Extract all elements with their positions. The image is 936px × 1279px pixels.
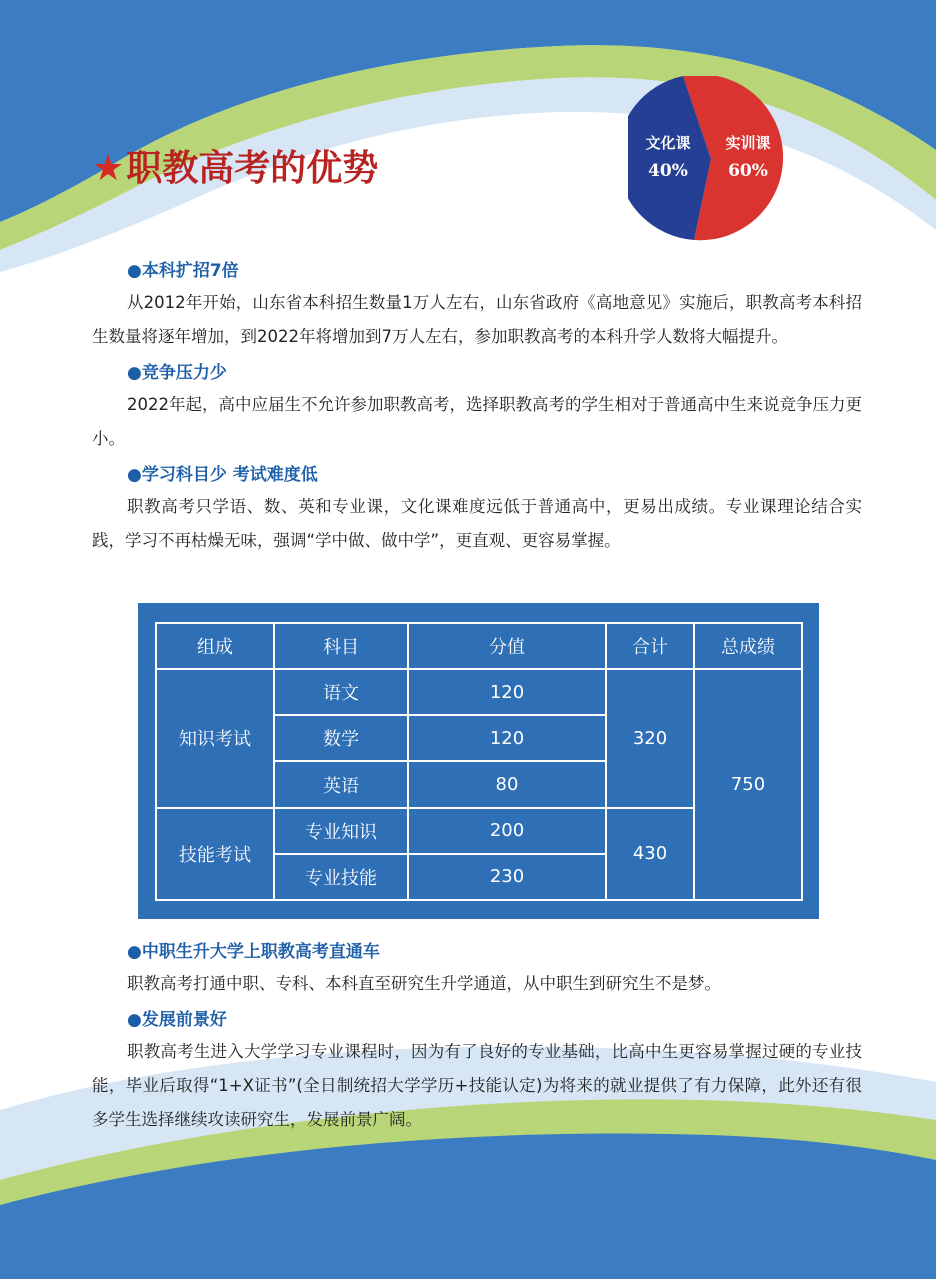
score-cell: 200 <box>408 808 606 854</box>
pie-label-practical: 实训课 <box>725 134 771 152</box>
subject-cell: 语文 <box>274 669 408 715</box>
section-heading: ●学习科目少 考试难度低 <box>127 465 318 485</box>
score-table <box>155 622 803 901</box>
score-cell: 230 <box>408 854 606 900</box>
score-cell: 120 <box>408 715 606 761</box>
table-header: 分值 <box>408 623 606 669</box>
table-header-row <box>156 623 802 669</box>
table-header: 总成绩 <box>694 623 802 669</box>
table-header: 组成 <box>156 623 274 669</box>
section-heading: ●竞争压力少 <box>127 363 227 383</box>
page-title-text: 职教高考的优势 <box>126 148 379 189</box>
main-content <box>92 256 862 562</box>
score-cell: 80 <box>408 761 606 807</box>
lower-content <box>92 937 862 1141</box>
section-body: 职教高考生进入大学学习专业课程时，因为有了良好的专业基础，比高中生更容易掌握过硬的专业技能，毕业后取得“1+X证书”(全日制统招大学学历+技能认定)为将来的就业提供了有力保障，此外还有很多学生选择继续攻读研究生，发展前景广阔。 <box>92 1042 862 1129</box>
score-cell: 120 <box>408 669 606 715</box>
table-header: 科目 <box>274 623 408 669</box>
section-body: 2022年起，高中应届生不允许参加职教高考，选择职教高考的学生相对于普通高中生来说竞争压力更小。 <box>92 395 862 448</box>
star-icon: ★ <box>92 148 125 189</box>
pie-value-culture: 40% <box>648 161 688 181</box>
group-knowledge-exam: 知识考试 <box>156 669 274 807</box>
group-skill-exam: 技能考试 <box>156 808 274 900</box>
section-heading: ●发展前景好 <box>127 1010 227 1030</box>
section-body: 从2012年开始，山东省本科招生数量1万人左右，山东省政府《高地意见》实施后，职教高考本科招生数量将逐年增加，到2022年将增加到7万人左右，参加职教高考的本科升学人数将大幅提升。 <box>92 293 862 346</box>
subtotal-skill: 430 <box>606 808 694 900</box>
pie-chart <box>628 76 794 242</box>
section-body: 职教高考只学语、数、英和专业课，文化课难度远低于普通高中，更易出成绩。专业课理论结合实践，学习不再枯燥无味，强调“学中做、做中学”，更直观、更容易掌握。 <box>92 497 862 550</box>
subject-cell: 数学 <box>274 715 408 761</box>
pie-label-culture: 文化课 <box>645 134 691 152</box>
subtotal-knowledge: 320 <box>606 669 694 807</box>
table-row <box>156 669 802 715</box>
section-heading: ●本科扩招7倍 <box>127 261 239 281</box>
subject-cell: 专业技能 <box>274 854 408 900</box>
score-table-panel <box>138 603 819 919</box>
subject-cell: 英语 <box>274 761 408 807</box>
grand-total: 750 <box>694 669 802 900</box>
table-header: 合计 <box>606 623 694 669</box>
pie-value-practical: 60% <box>728 161 768 181</box>
section-body: 职教高考打通中职、专科、本科直至研究生升学通道，从中职生到研究生不是梦。 <box>127 974 721 993</box>
subject-cell: 专业知识 <box>274 808 408 854</box>
section-heading: ●中职生升大学上职教高考直通车 <box>127 942 380 962</box>
page-title <box>92 140 378 191</box>
